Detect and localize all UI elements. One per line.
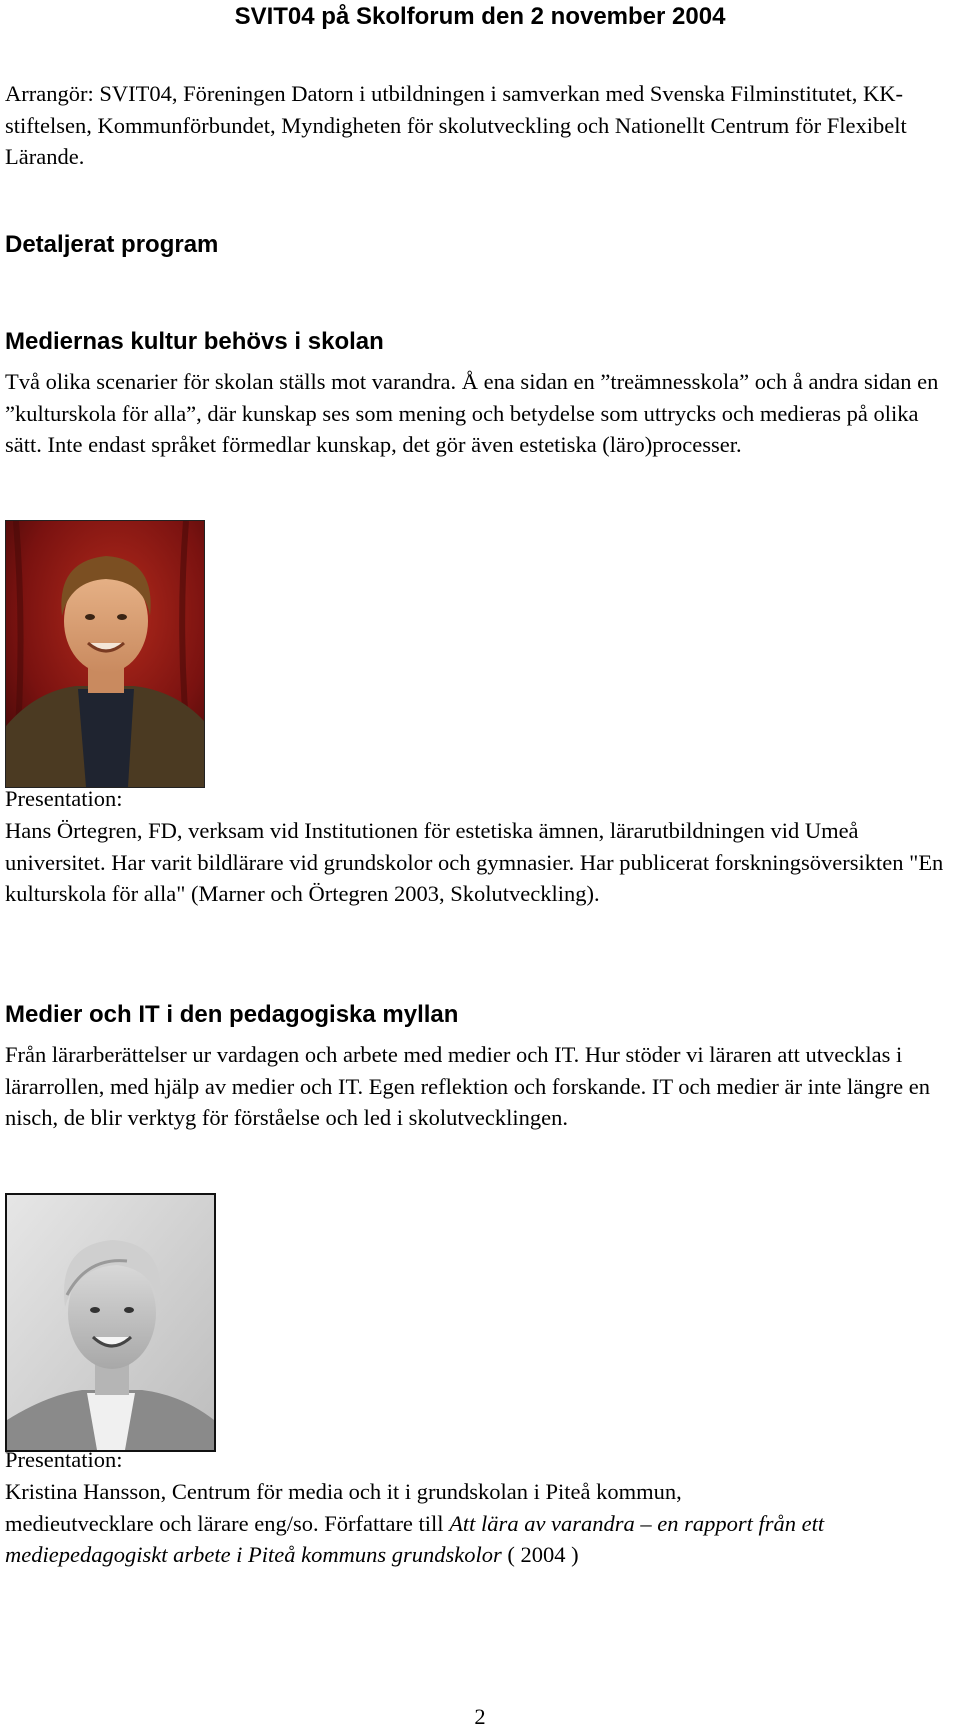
presenter-photo-hans [5, 520, 205, 788]
section1-heading: Mediernas kultur behövs i skolan [5, 328, 384, 355]
program-heading: Detaljerat program [5, 231, 219, 258]
presenter-bio-line1: Kristina Hansson, Centrum för media och it i grundskolan i Piteå kommun, [5, 1479, 682, 1504]
book-title: Att lära av varandra – en rapport från ett mediepedagogiskt arbete i Piteå kommuns grundskolor [5, 1510, 825, 1567]
page-number: 2 [474, 1704, 486, 1729]
presenter-photo-kristina [5, 1193, 216, 1452]
presenter-bio-line2: medieutvecklare och lärare eng/so. Författare till [5, 1510, 450, 1536]
section2-body: Från lärarberättelser ur vardagen och arbete med medier och IT. Hur stöder vi läraren att utvecklas i lärarrollen, med hjälp av medier och IT. Egen reflektion och forskande. IT och medier är inte längre en nisch, de blir verktyg för förståelse och led i skolutvecklingen. [5, 1042, 931, 1130]
section2-heading: Medier och IT i den pedagogiska myllan [5, 1001, 459, 1028]
organizers-paragraph: Arrangör: SVIT04, Föreningen Datorn i utbildningen i samverkan med Svenska Filminstitutet, KK-stiftelsen, Kommunförbundet, Myndigheten för skolutveckling och Nationellt Centrum för Flexibelt Lärande. [5, 81, 907, 169]
section2-presenter-bio [5, 1476, 957, 1571]
section1-body: Två olika scenarier för skolan ställs mot varandra. Å ena sidan en ”treämnesskola” och å andra sidan en ”kulturskola för alla”, där kunskap ses som mening och betydelse som uttrycks och medieras på olika sätt. Inte endast språket förmedlar kunskap, det gör även estetiska (läro)processer. [5, 369, 939, 457]
section2-presentation-label: Presentation: [5, 1447, 123, 1472]
book-year: ( 2004 ) [501, 1542, 579, 1567]
section1-presentation-label: Presentation: [5, 786, 123, 811]
section1-presenter-bio: Hans Örtegren, FD, verksam vid Institutionen för estetiska ämnen, lärarutbildningen vid Umeå universitet. Har varit bildlärare vid grundskolor och gymnasier. Har publicerat forskningsöversikten "En kulturskola för alla" (Marner och Örtegren 2003, Skolutveckling). [5, 818, 944, 906]
page-title: SVIT04 på Skolforum den 2 november 2004 [234, 3, 726, 30]
